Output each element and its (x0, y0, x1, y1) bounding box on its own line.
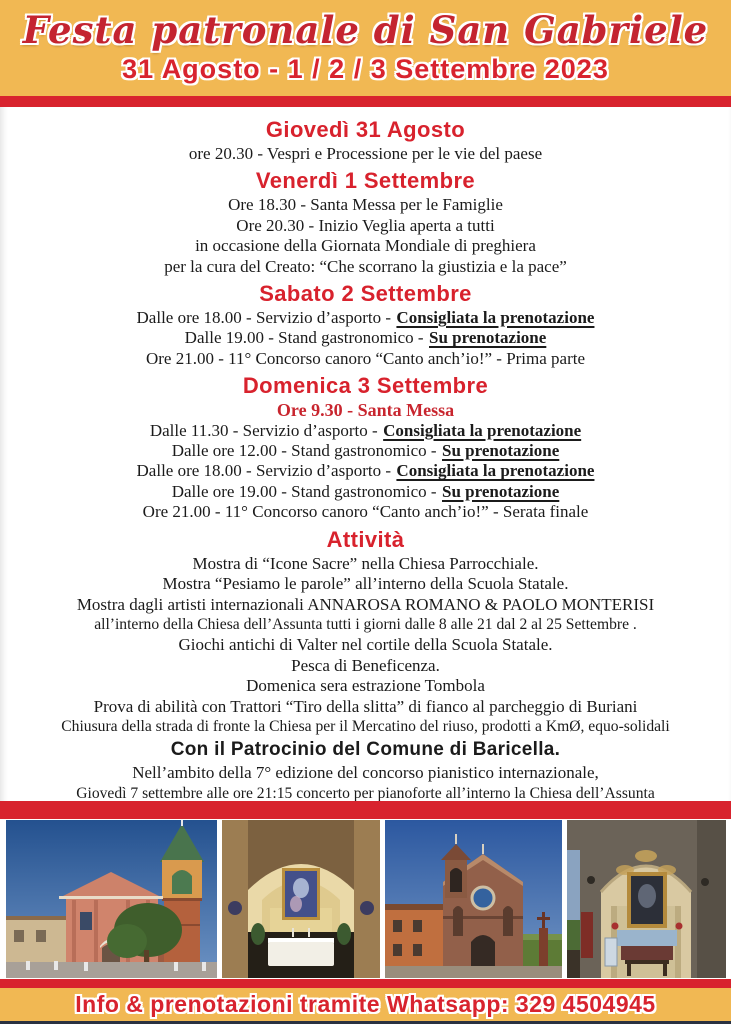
schedule-line (4, 461, 727, 481)
line-text: Mostra dagli artisti internazionali ANNAROSA ROMANO & PAOLO MONTERISI (76, 594, 655, 614)
patronage-line: Con il Patrocinio del Comune di Baricella. (170, 739, 561, 761)
section-heading-activities: Attività (326, 526, 405, 552)
line-text: Ore 21.00 - 11° Concorso canoro “Canto anch’io!” - Prima parte (145, 348, 586, 368)
schedule-line (4, 236, 727, 256)
line-emphasis: Su prenotazione (442, 441, 560, 461)
line-text: Dalle 19.00 - Stand gastronomico - (184, 328, 424, 348)
schedule-line (4, 441, 727, 461)
schedule-line (4, 195, 727, 215)
activity-line (4, 697, 727, 717)
activity-line (4, 635, 727, 655)
church-exterior-bell-tower-photo (6, 820, 217, 978)
concert-line (4, 763, 727, 783)
schedule-line (4, 421, 727, 441)
line-text: Dalle 11.30 - Servizio d’asporto - (149, 420, 378, 440)
program (0, 107, 731, 801)
line-emphasis: Consigliata la prenotazione (383, 420, 582, 440)
poster-header (0, 0, 731, 96)
line-text: Chiusura della strada di fronte la Chiesa per il Mercatino del riuso, prodotti a KmØ, equo-solidali (61, 717, 670, 735)
red-divider-middle (0, 801, 731, 819)
schedule-line (4, 308, 727, 328)
photo-strip (0, 819, 731, 979)
section-heading-thursday: Giovedì 31 Agosto (265, 117, 466, 142)
line-text: Ore 18.30 - Santa Messa per le Famiglie (228, 195, 503, 215)
line-emphasis: Consigliata la prenotazione (396, 461, 595, 481)
line-text: Prova di abilità con Trattori “Tiro della slitta” di fianco al parcheggio di Buriani (93, 696, 638, 716)
church-interior-altar-photo (222, 820, 380, 978)
activity-line (4, 574, 727, 594)
schedule-line (4, 257, 727, 277)
contact-info: Info & prenotazioni tramite Whatsapp: 329 4504945 (75, 991, 656, 1017)
activity-line (4, 676, 727, 696)
line-text: Mostra di “Icone Sacre” nella Chiesa Parrocchiale. (192, 553, 539, 573)
line-text: Dalle ore 19.00 - Stand gastronomico - (171, 481, 437, 501)
line-text: Dalle ore 12.00 - Stand gastronomico - (171, 441, 437, 461)
schedule-line (4, 144, 727, 164)
line-text: Mostra “Pesiamo le parole” all’interno della Scuola Statale. (162, 574, 569, 594)
red-divider-bottom (0, 979, 731, 988)
line-text: Domenica sera estrazione Tombola (246, 676, 485, 696)
schedule-line (4, 482, 727, 502)
line-text: Giovedì 7 settembre alle ore 21:15 concerto per pianoforte all’interno la Chiesa dell’Assunta (76, 784, 655, 801)
line-text: Dalle ore 18.00 - Servizio d’asporto - (136, 461, 391, 481)
line-emphasis: Su prenotazione (429, 328, 547, 348)
section-heading-saturday: Sabato 2 Settembre (259, 281, 472, 307)
brick-church-exterior-photo (385, 820, 562, 978)
line-text: Dalle ore 18.00 - Servizio d’asporto - (136, 308, 391, 328)
line-text: Ore 20.30 - Inizio Veglia aperta a tutti (236, 215, 495, 235)
line-text: ore 20.30 - Vespri e Processione per le vie del paese (188, 144, 543, 163)
line-text: Pesca di Beneficenza. (291, 655, 440, 675)
activity-line (4, 656, 727, 676)
poster-title: Festa patronale di San Gabriele (22, 8, 709, 52)
concert-line (4, 784, 727, 801)
activity-line (4, 595, 727, 615)
red-divider-top (0, 96, 731, 107)
line-text: per la cura del Creato: “Che scorrano la giustizia e la pace” (164, 256, 567, 276)
line-text: Ore 9.30 - Santa Messa (276, 400, 455, 421)
line-text: Nell’ambito della 7° edizione del concorso pianistico internazionale, (132, 763, 599, 783)
section-heading-friday: Venerdì 1 Settembre (255, 168, 476, 194)
line-text: Giochi antichi di Valter nel cortile della Scuola Statale. (178, 635, 553, 655)
activity-line (4, 554, 727, 574)
activity-line (4, 717, 727, 737)
activity-line (4, 615, 727, 635)
schedule-line (4, 328, 727, 348)
poster-footer (0, 988, 731, 1021)
schedule-line (4, 502, 727, 522)
mass-time (4, 400, 727, 420)
line-text: all’interno della Chiesa dell’Assunta tutti i giorni dalle 8 alle 21 dal 2 al 25 Settembre . (94, 615, 637, 633)
chapel-interior-fresco-photo (567, 820, 726, 978)
schedule-line (4, 216, 727, 236)
line-text: Ore 21.00 - 11° Concorso canoro “Canto anch’io!” - Serata finale (142, 502, 589, 522)
poster-dates: 31 Agosto - 1 / 2 / 3 Settembre 2023 (122, 54, 609, 84)
schedule-line (4, 349, 727, 369)
line-emphasis: Consigliata la prenotazione (396, 308, 595, 328)
line-emphasis: Su prenotazione (442, 481, 560, 501)
line-text: in occasione della Giornata Mondiale di preghiera (195, 236, 536, 256)
section-heading-sunday: Domenica 3 Settembre (242, 373, 489, 399)
